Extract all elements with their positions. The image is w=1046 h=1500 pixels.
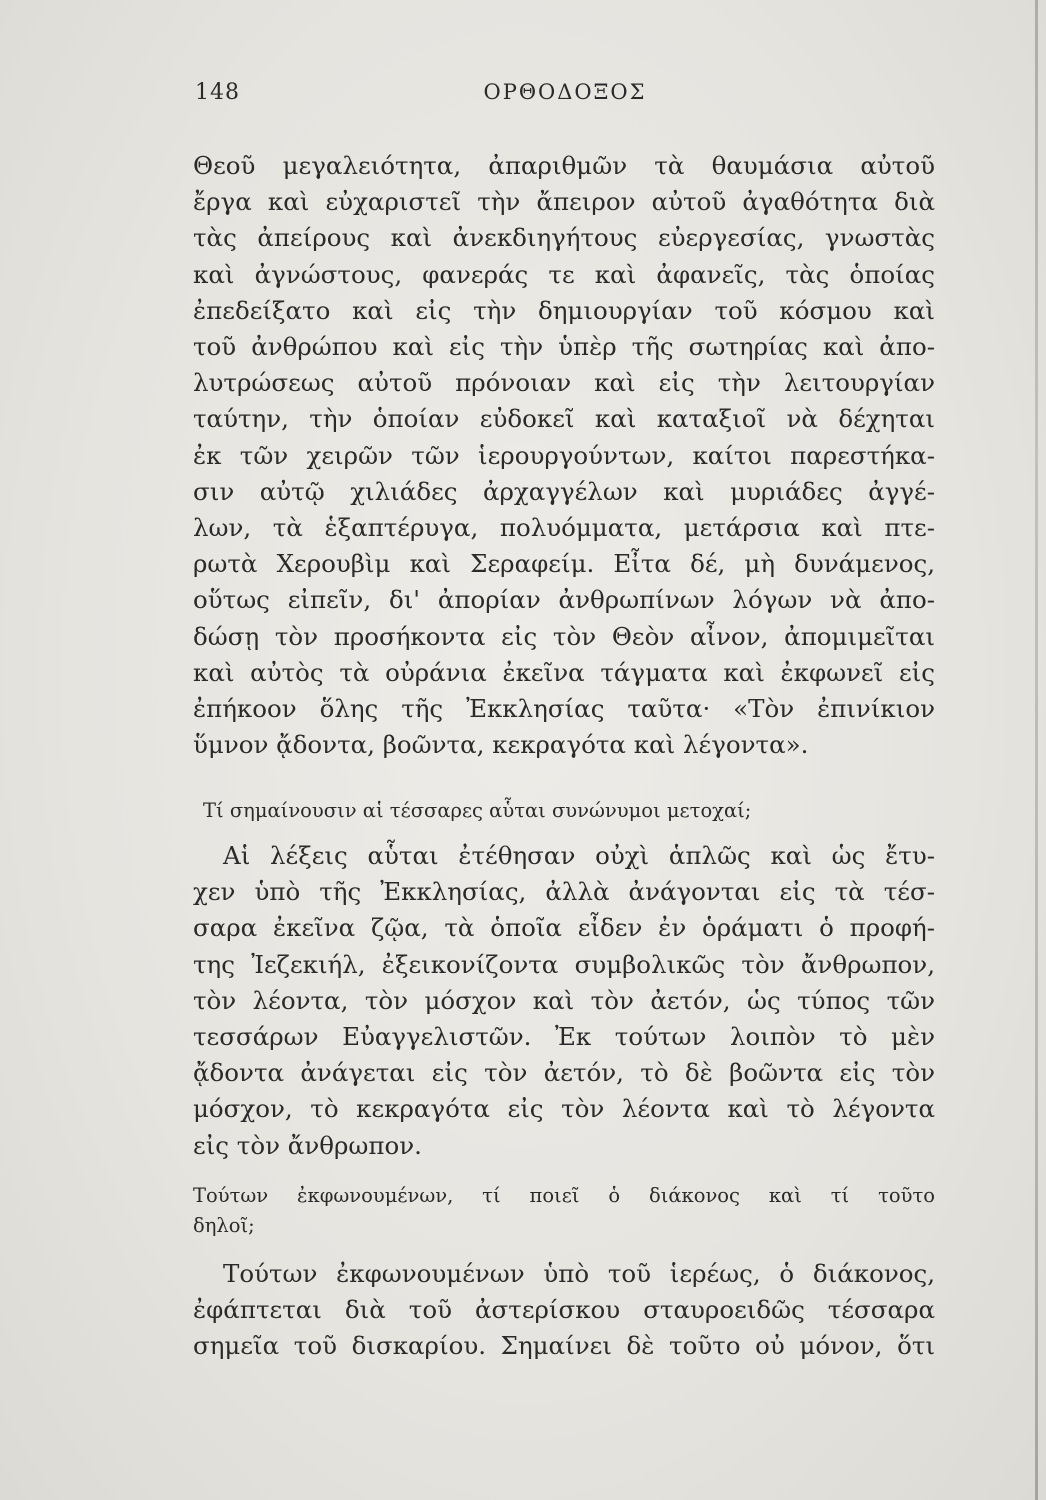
text-line: τεσσάρων Εὐαγγελιστῶν. Ἐκ τούτων λοιπὸν τὸ μὲν: [193, 1022, 935, 1052]
question-line: δηλοῖ;: [193, 1214, 255, 1237]
text-line: σαρα ἐκεῖνα ζῷα, τὰ ὁποῖα εἶδεν ἐν ὁράματι ὁ προφή-: [193, 913, 935, 943]
text-line: Αἱ λέξεις αὗται ἐτέθησαν οὐχὶ ἁπλῶς καὶ ὡς ἔτυ-: [223, 841, 935, 870]
question-line: Τί σημαίνουσιν αἱ τέσσαρες αὗται συνώνυμοι μετοχαί;: [203, 799, 752, 822]
text-line: ὕμνον ᾄδοντα, βοῶντα, κεκραγότα καὶ λέγοντα».: [193, 730, 809, 760]
text-line: σημεῖα τοῦ δισκαρίου. Σημαίνει δὲ τοῦτο οὐ μόνον, ὅτι: [193, 1331, 935, 1361]
answer-1: [193, 838, 935, 1164]
text-line: τὸν λέοντα, τὸν μόσχον καὶ τὸν ἀετόν, ὡς τύπος τῶν: [193, 985, 935, 1015]
text-line: οὕτως εἰπεῖν, δι' ἀπορίαν ἀνθρωπίνων λόγων νὰ ἀπο-: [193, 585, 935, 615]
text-line: ταύτην, τὴν ὁποίαν εὐδοκεῖ καὶ καταξιοῖ νὰ δέχηται: [193, 404, 935, 434]
text-line: ἐφάπτεται διὰ τοῦ ἀστερίσκου σταυροειδῶς τέσσαρα: [193, 1295, 935, 1325]
text-line: ἐκ τῶν χειρῶν τῶν ἱερουργούντων, καίτοι παρεστήκα-: [193, 440, 935, 470]
text-line: της Ἰεζεκιήλ, ἐξεικονίζοντα συμβολικῶς τὸν ἄνθρωπον,: [193, 949, 935, 979]
text-line: λων, τὰ ἑξαπτέρυγα, πολυόμματα, μετάρσια καὶ πτε-: [193, 513, 935, 543]
question-1: [193, 796, 935, 826]
text-line: ἐπεδείξατο καὶ εἰς τὴν δημιουργίαν τοῦ κόσμου καὶ: [193, 295, 935, 325]
text-line: καὶ αὐτὸς τὰ οὐράνια ἐκεῖνα τάγματα καὶ ἐκφωνεῖ εἰς: [193, 657, 935, 687]
text-line: καὶ ἀγνώστους, φανεράς τε καὶ ἀφανεῖς, τὰς ὁποίας: [193, 259, 935, 289]
question-2: [193, 1181, 935, 1241]
text-line: τοῦ ἀνθρώπου καὶ εἰς τὴν ὑπὲρ τῆς σωτηρίας καὶ ἀπο-: [193, 332, 935, 362]
text-line: δώσῃ τὸν προσήκοντα εἰς τὸν Θεὸν αἶνον, ἀπομιμεῖται: [193, 621, 935, 651]
text-line: Θεοῦ μεγαλειότητα, ἀπαριθμῶν τὰ θαυμάσια αὐτοῦ: [193, 151, 935, 180]
page-edge-shadow: [1035, 0, 1038, 1500]
text-line: Τούτων ἐκφωνουμένων ὑπὸ τοῦ ἱερέως, ὁ διάκονος,: [223, 1259, 935, 1288]
answer-2: [193, 1256, 935, 1365]
text-line: ἐπήκοον ὅλης τῆς Ἐκκλησίας ταῦτα· «Τὸν ἐπινίκιον: [193, 694, 935, 724]
text-line: λυτρώσεως αὐτοῦ πρόνοιαν καὶ εἰς τὴν λειτουργίαν: [193, 368, 935, 398]
text-line: ρωτὰ Χερουβὶμ καὶ Σεραφείμ. Εἶτα δέ, μὴ δυνάμενος,: [193, 549, 935, 579]
running-title: ΟΡΘΟΔΟΞΟΣ: [483, 80, 647, 104]
text-line: τὰς ἀπείρους καὶ ἀνεκδιηγήτους εὐεργεσίας, γνωστὰς: [193, 223, 935, 253]
page-header: [195, 80, 935, 116]
text-line: ᾄδοντα ἀνάγεται εἰς τὸν ἀετόν, τὸ δὲ βοῶντα εἰς τὸν: [193, 1058, 935, 1088]
question-line: Τούτων ἐκφωνουμένων, τί ποιεῖ ὁ διάκονος καὶ τί τοῦτο: [193, 1184, 935, 1207]
text-line: χεν ὑπὸ τῆς Ἐκκλησίας, ἀλλὰ ἀνάγονται εἰς τὰ τέσ-: [193, 877, 935, 907]
text-line: εἰς τὸν ἄνθρωπον.: [193, 1130, 422, 1160]
text-line: μόσχον, τὸ κεκραγότα εἰς τὸν λέοντα καὶ τὸ λέγοντα: [193, 1094, 935, 1124]
paragraph-1: [193, 148, 935, 763]
text-line: ἔργα καὶ εὐχαριστεῖ τὴν ἄπειρον αὐτοῦ ἀγαθότητα διὰ: [193, 187, 935, 217]
page-number: 148: [195, 80, 240, 105]
text-line: σιν αὐτῷ χιλιάδες ἀρχαγγέλων καὶ μυριάδες ἀγγέ-: [193, 476, 935, 506]
